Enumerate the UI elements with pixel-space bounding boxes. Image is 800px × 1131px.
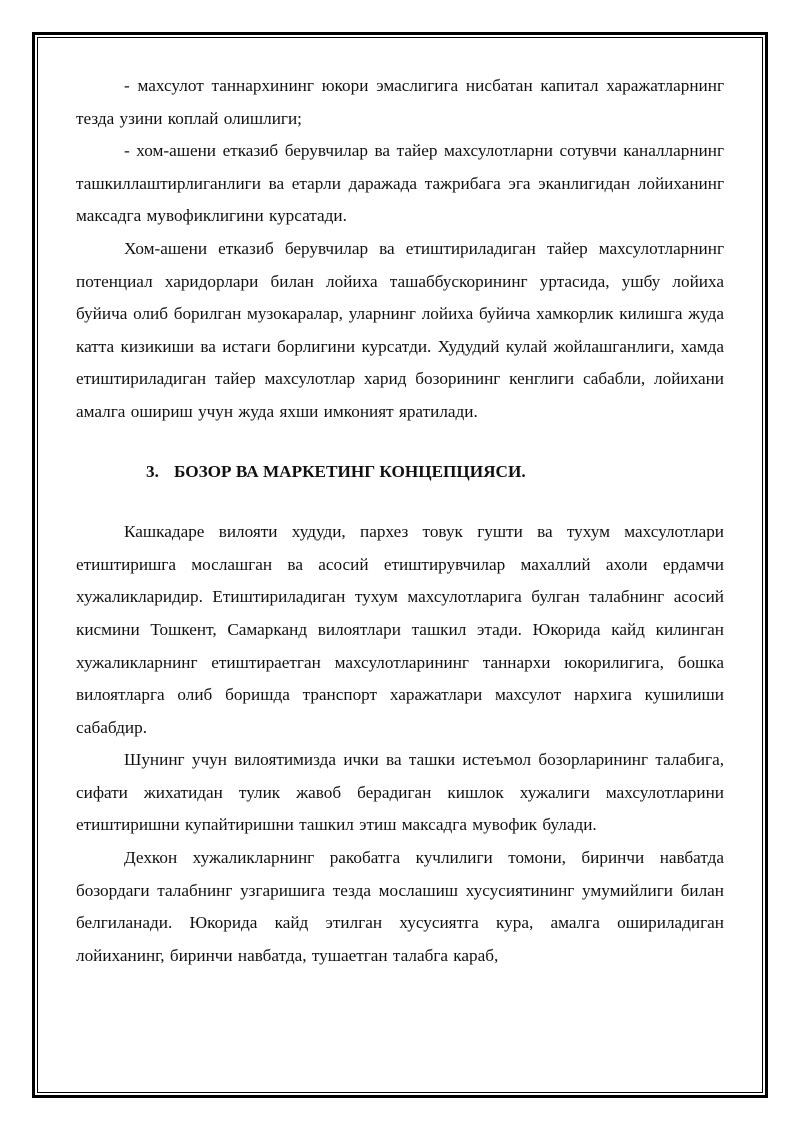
section-title: БОЗОР ВА МАРКЕТИНГ КОНЦЕПЦИЯСИ.	[174, 461, 526, 481]
paragraph: - хом-ашени етказиб берувчилар ва тайер махсулотларни сотувчи каналларнинг ташкиллаштирлиганлиги ва етарли даражада тажрибага эга эканлигидан лойиханинг максадга мувофиклигини курсатади.	[76, 141, 724, 226]
paragraph: - махсулот таннархининг юкори эмаслигига нисбатан капитал харажатларнинг тезда узини коплай олишлиги;	[76, 76, 724, 128]
paragraph: Хом-ашени етказиб берувчилар ва етиштириладиган тайер махсулотларнинг потенциал харидорлари билан лойиха ташаббускорининг уртасида, ушбу лойиха буйича олиб борилган музокаралар, уларнинг лойиха буйича хамкорлик килишга жуда катта кизикиши ва истаги борлигини курсатди. Худудий кулай жойлашганлиги, хамда етиштириладиган тайер махсулотлар харид бозорининг кенглиги сабабли, лойихани амалга ошириш учун жуда яхши имконият яратилади.	[76, 238, 724, 421]
section-number: 3.	[146, 461, 159, 481]
paragraph: Дехкон хужаликларнинг ракобатга кучлилиги томони, биринчи навбатда бозордаги талабнинг узгаришига тезда мослашиш хусусиятининг умумийлиги билан белгиланади. Юкорида кайд этилган хусусиятга кура, амалга ошириладиган лойиханинг, биринчи навбатда, тушаетган талабга караб,	[76, 848, 724, 965]
section-heading	[76, 456, 724, 489]
paragraph: Шунинг учун вилоятимизда ички ва ташки истеъмол бозорларининг талабига, сифати жихатидан тулик жавоб берадиган кишлок хужалиги махсулотларини етиштиришни купайтиришни ташкил этиш максадга мувофик булади.	[76, 750, 724, 835]
paragraph: Кашкадаре вилояти худуди, пархез товук гушти ва тухум махсулотлари етиштиришга мослашган ва асосий етиштирувчилар махаллий ахоли ердамчи хужаликларидир. Етиштириладиган тухум махсулотларига булган талабнинг асосий кисмини Тошкент, Самарканд вилоятлари ташкил этади. Юкорида кайд килинган хужаликларнинг етиштираетган махсулотларининг таннархи юкорилигига, бошка вилоятларга олиб боришда транспорт харажатлари махсулот нархига кушилиши сабабдир.	[76, 522, 724, 737]
document-body	[76, 70, 724, 972]
